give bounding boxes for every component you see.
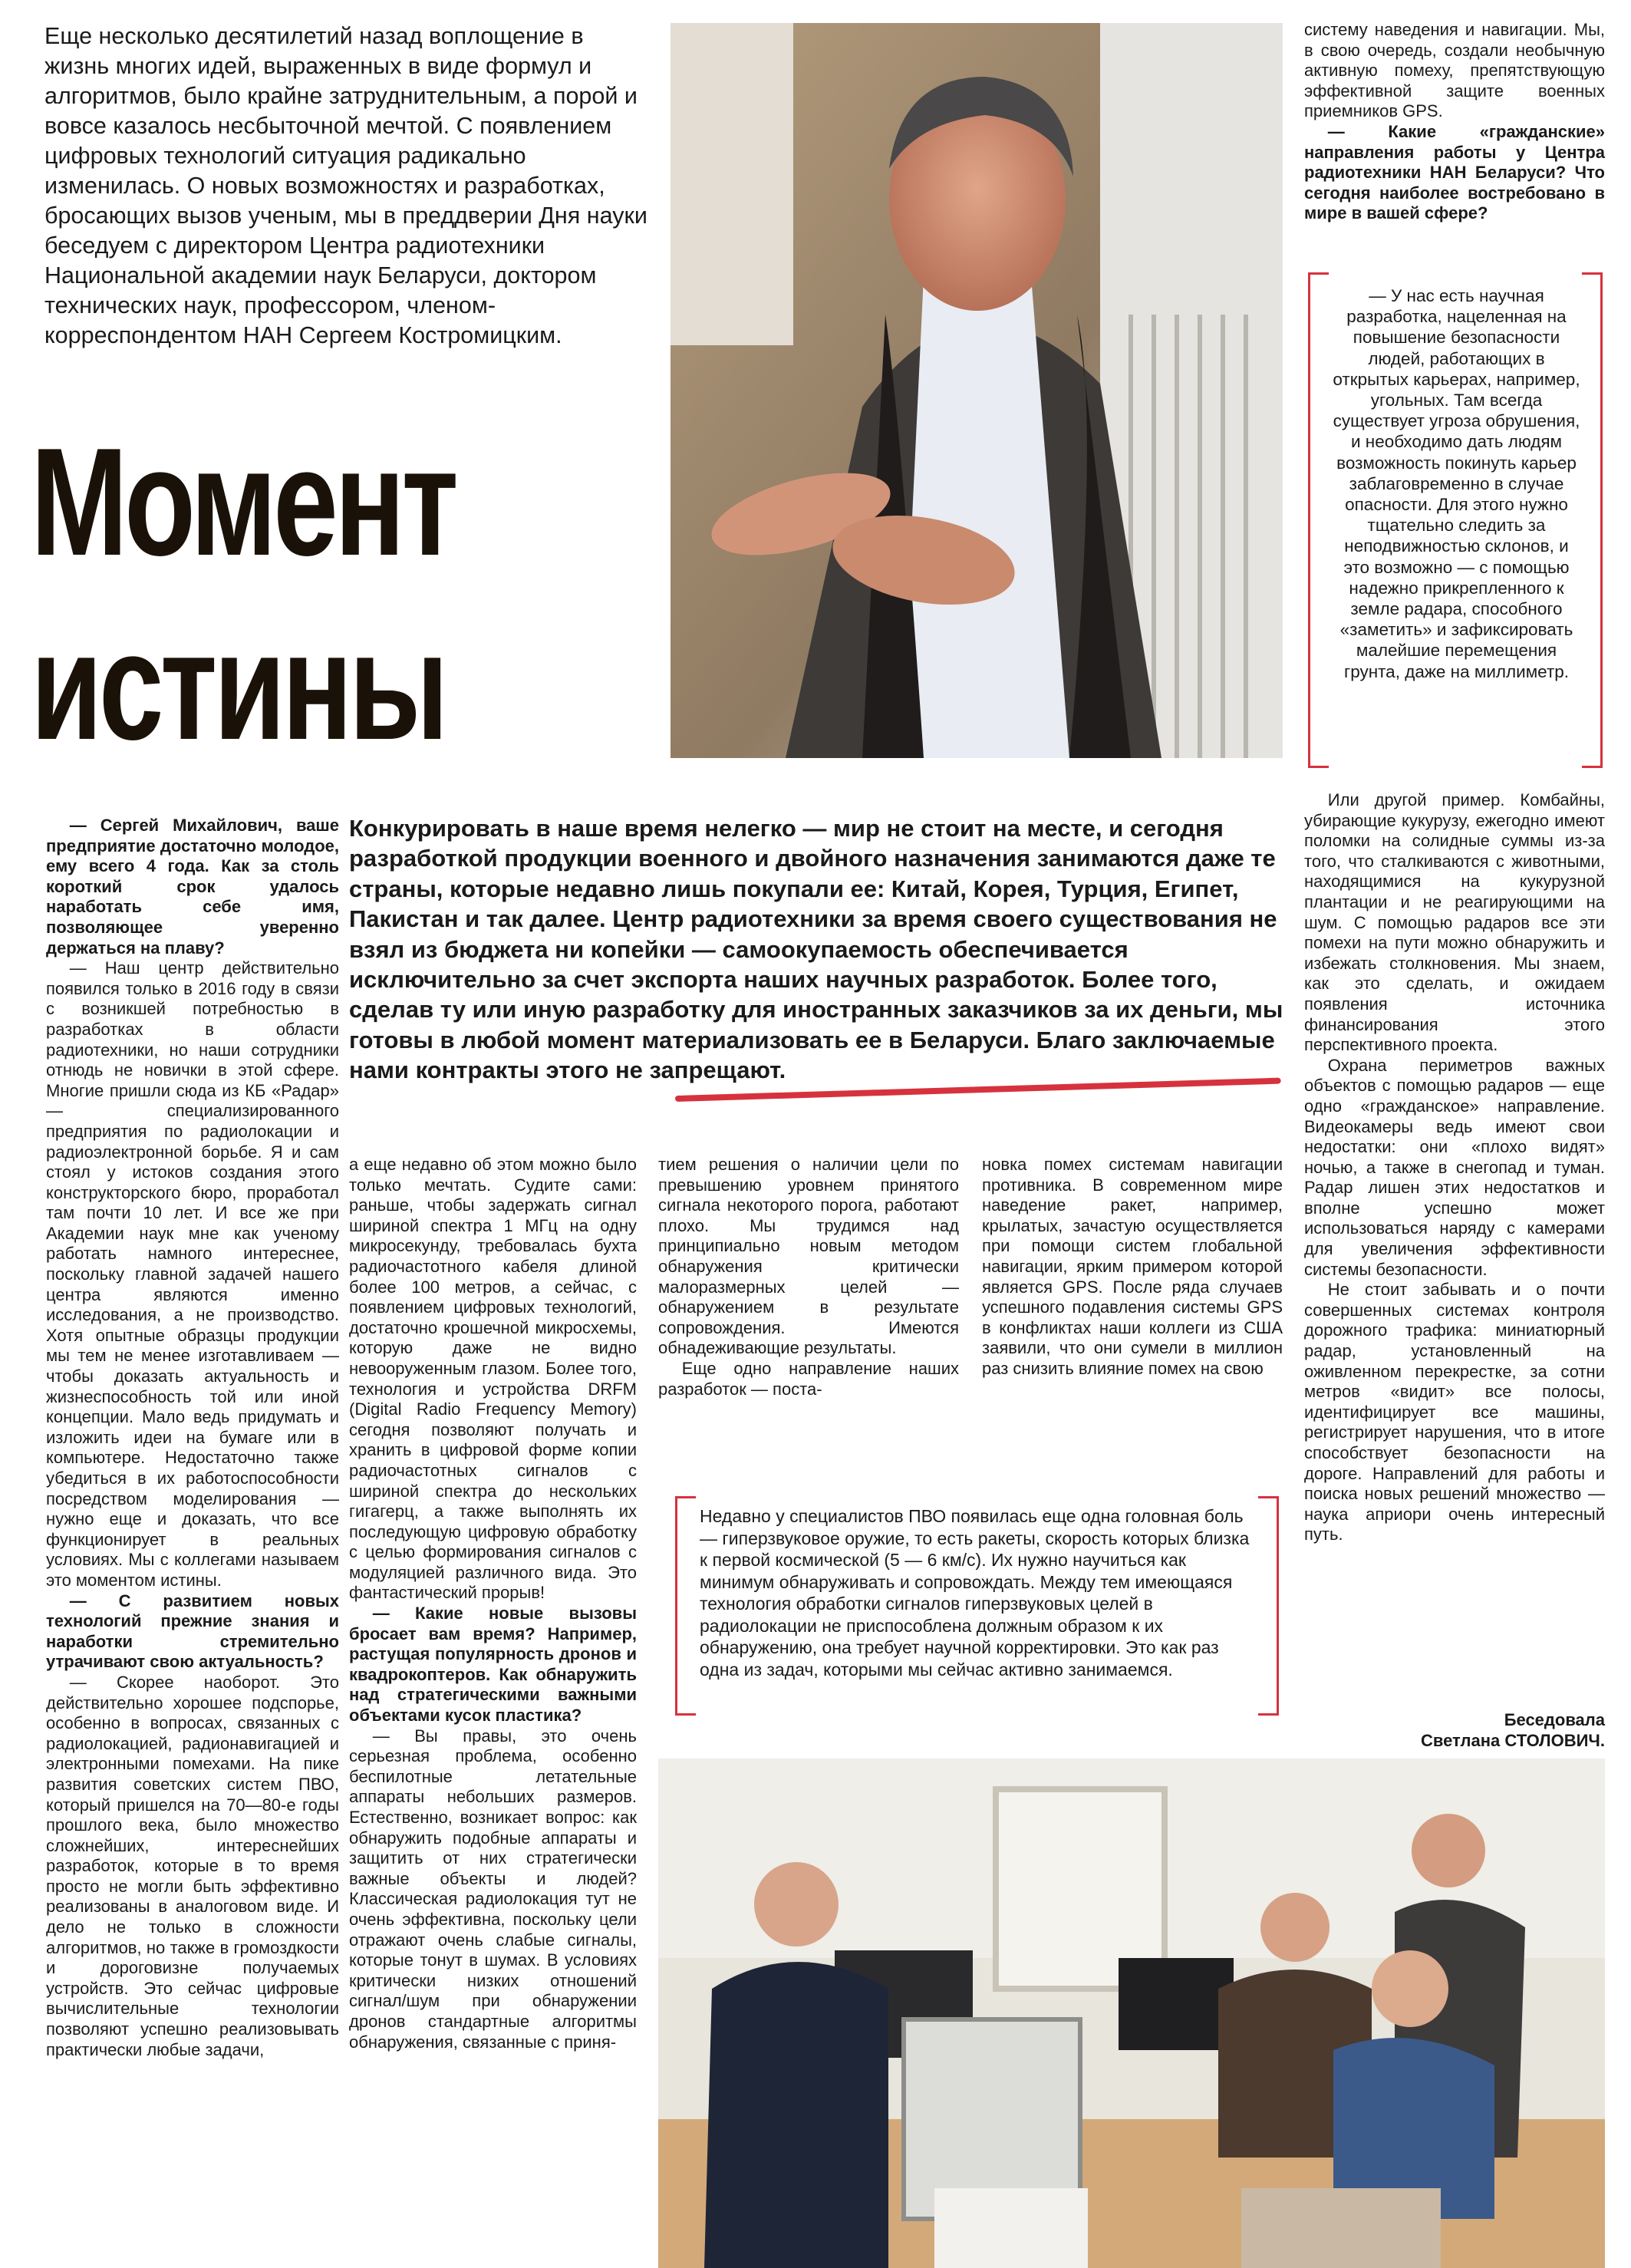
pull-quote: Конкурировать в наше время нелегко — мир не стоит на месте, и сегодня разработкой продукции военного и двойного назначения занимаются даже те страны, которые недавно лишь покупали ее: Китай, Корея, Турция, Египет, Пакистан и так далее. Центр радиотехники за время своего существования не взял из бюджета ни копейки — самоокупаемость обеспечивается исключительно за счет экспорта наших научных разработок. Более того, сделав ту или иную разработку для иностранных заказчиков за их деньги, мы готовы в любой момент материализовать ее в Беларуси. Благо заключаемые нами контракты этого не запрещают. — [349, 815, 1283, 1084]
paragraph: — Вы правы, это очень серьезная проблема, особенно беспилотные летательные аппараты небольших размеров. Естественно, возникает вопрос: как обнаружить подобные аппараты и защитить от них стратегически важные объекты и людей? Классическая радиолокация тут не очень эффективна, поскольку цели отражают очень слабые сигналы, которые тонут в шумах. В условиях критически низких отношений сигнал/шум при обнаружении дронов стандартные алгоритмы обнаружения, связанные с приня- — [349, 1726, 637, 2052]
paragraph: систему наведения и навигации. Мы, в свою очередь, создали необычную активную помеху, препятствующую эффективной защите военных приемников GPS. — [1304, 20, 1605, 121]
team-illustration — [658, 1759, 1605, 2268]
paragraph: новка помех системам навигации противника. В современном мире наведение ракет, например, крылатых, зачастую осуществляется при помощи систем глобальной навигации, ярким примером которой является GPS. После ряда случаев успешного подавления системы GPS в конфликтах наши коллеги из США заявили, что они сумели в миллион раз снизить влияние помех на свою — [982, 1155, 1283, 1378]
question: — Какие «гражданские» направления работы у Центра радиотехники НАН Беларуси? Что сегодня наиболее востребовано в мире в вашей сфере? — [1304, 121, 1605, 223]
paragraph: — Наш центр действительно появился только в 2016 году в связи с возникшей потребностью в разработках в области радиотехники, но наши сотрудники отнюдь не новички в этой сфере. Многие пришли сюда из КБ «Радар» — специализированного предприятия по радиолокации и радиоэлектронной борьбе. Я и сам стоял у истоков создания этого конструкторского бюро, проработал там почти 10 лет. И все же при Академии наук мне как ученому работать намного интереснее, поскольку главной задачей нашего центра являются именно исследования, а не производство. Хотя опытные образцы продукции мы тем не менее изготавливаем — чтобы доказать актуальность и жизнеспособность той или иной концепции. Мало ведь придумать и изложить идеи на бумаге или в компьютере. Недостаточно также убедиться в их работоспособности посредством моделирования — нужно еще и доказать, что все функционирует в реальных условиях. Мы с коллегами называем это моментом истины. — [46, 958, 339, 1590]
paragraph: Охрана периметров важных объектов с помощью радаров — еще одно «гражданское» направление. Видеокамеры ведь имеют свои недостатки: они «плохо видят» ночью, а также в снегопад и туман. Радар лишен этих недостатков и вполне успешно может использоваться наряду с камерами для увеличения эффективности системы безопасности. — [1304, 1055, 1605, 1279]
paragraph: Еще одно направление наших разработок — поста- — [658, 1358, 959, 1399]
paragraph: Не стоит забывать и о почти совершенных системах контроля дорожного трафика: миниатюрный радар, установленный на оживленном перекрестке, за сотни метров «видит» все полосы, идентифицирует все машины, регистрирует нарушения, что в итоге способствует безопасности на дороге. Направлений для работы и поиска новых решений множество — наука априори очень интересный путь. — [1304, 1280, 1605, 1544]
question: — С развитием новых технологий прежние знания и наработки стремительно утрачивают свою актуальность? — [46, 1591, 339, 1672]
column-right — [1304, 790, 1605, 1545]
byline — [1304, 1709, 1605, 1751]
column-4 — [982, 1155, 1283, 1380]
paragraph: тием решения о наличии цели по превышению уровнем принятого сигнала некоторого порога, работают плохо. Мы трудимся над принципиально новым методом обнаружения критически малоразмерных целей — обнаружением в результате сопровождения. Имеются обнадеживающие результаты. — [658, 1155, 959, 1358]
question: — Сергей Михайлович, ваше предприятие достаточно молодое, ему всего 4 года. Как за столь короткий срок удалось наработать себе имя, позволяющее уверенно держаться на плаву? — [46, 816, 339, 958]
paragraph: Или другой пример. Комбайны, убирающие кукурузу, ежегодно имеют поломки на солидные суммы из-за того, что сталкиваются с животными, находящимися на кукурузной плантации и не реагирующими на шум. С помощью радаров все эти помехи на пути можно обнаружить и избежать столкновения. Мы знаем, как это сделать, и ожидаем появления источника финансирования этого перспективного проекта. — [1304, 790, 1605, 1055]
column-top-right — [1304, 20, 1605, 224]
paragraph: а еще недавно об этом можно было только мечтать. Судите сами: раньше, чтобы задержать сигнал шириной спектра 1 МГц на одну микросекунду, требовалась бухта радиочастотного кабеля длиной более 100 метров, а сейчас, с появлением цифровых технологий, достаточно крошечной микросхемы, которую даже не видно невооруженным глазом. Более того, технология и устройства DRFM (Digital Radio Frequency Memory) сегодня позволяют получать и хранить в цифровой форме копии радиочастотных сигналов с шириной спектра до нескольких гигагерц, а также выполнять их последующую цифровую обработку с целью формирования сигналов с модуляцией различного вида. Это фантастический прорыв! — [349, 1155, 637, 1603]
column-3 — [658, 1155, 959, 1399]
column-1 — [46, 816, 339, 2060]
box-bracket-right — [1582, 272, 1603, 768]
headline-line-1: Момент — [31, 417, 456, 588]
side-box-text: — У нас есть научная разработка, нацеленная на повышение безопасности людей, работающих в открытых карьерах, например, угольных. Там всегда существует угроза обрушения, и необходимо дать людям возможность покинуть карьер заблаговременно в случае опасности. Для этого нужно тщательно следить за неподвижностью склонов, и это возможно — с помощью надежно прикрепленного к земле радара, способного «заметить» и зафиксировать малейшие перемещения грунта, даже на миллиметр. — [1333, 286, 1580, 681]
team-photo — [658, 1759, 1605, 2268]
portrait-photo — [671, 23, 1283, 758]
box2-bracket-left — [675, 1496, 696, 1716]
box2-text: Недавно у специалистов ПВО появилась еще одна головная боль — гиперзвуковое оружие, то есть ракеты, скорость которых близка к первой космической (5 — 6 км/с). Их нужно научиться как минимум обнаруживать и сопровождать. Между тем имеющаяся технология обработки сигналов гиперзвуковых целей в радиолокации не приспособлена должным образом к их обнаружению, она требует научной корректировки. Это как раз одна из задач, которыми мы сейчас активно занимаемся. — [700, 1506, 1250, 1680]
byline-label: Беседовала — [1504, 1710, 1605, 1729]
box-bracket-left — [1308, 272, 1329, 768]
column-2 — [349, 1155, 637, 2052]
portrait-illustration — [671, 23, 1283, 758]
box2-bracket-right — [1258, 1496, 1279, 1716]
article-lead: Еще несколько десятилетий назад воплощение в жизнь многих идей, выраженных в виде формул и алгоритмов, было крайне затруднительным, а порой и вовсе казалось несбыточной мечтой. С появлением цифровых технологий ситуация радикально изменилась. О новых возможностях и разработках, бросающих вызов ученым, мы в преддверии Дня науки беседуем с директором Центра радиотехники Национальной академии наук Беларуси, доктором технических наук, профессором, членом-корреспондентом НАН Сергеем Костромицким. — [44, 23, 647, 348]
byline-author: Светлана СТОЛОВИЧ. — [1420, 1731, 1605, 1750]
paragraph: — Скорее наоборот. Это действительно хорошее подспорье, особенно в вопросах, связанных с радиолокацией, радионавигацией и электронными помехами. На пике развития советских систем ПВО, который пришелся на 70—80-е годы прошлого века, было множество сложнейших, интереснейших разработок, которые в то время просто не могли быть эффективно реализованы в аналоговом виде. И дело не только в сложности алгоритмов, но также в громоздкости и дороговизне получаемых устройств. Это сейчас цифровые вычислительные технологии позволяют успешно реализовывать практически любые задачи, — [46, 1672, 339, 2059]
question: — Какие новые вызовы бросает вам время? Например, растущая популярность дронов и квадрокоптеров. Как обнаружить над стратегическими важными объектами кусок пластика? — [349, 1604, 637, 1726]
headline-line-2: истины — [31, 601, 446, 772]
